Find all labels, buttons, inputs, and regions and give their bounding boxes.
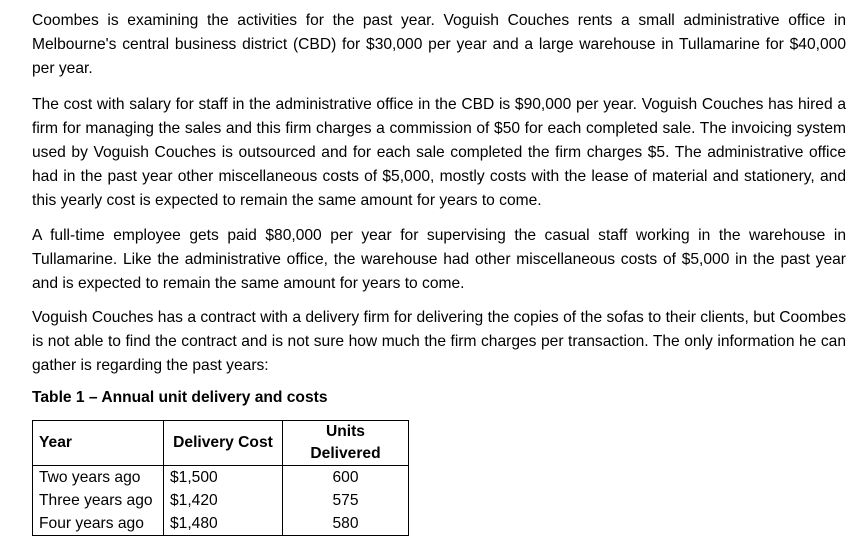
cell-year: Four years ago	[33, 512, 164, 536]
cell-year: Two years ago	[33, 466, 164, 490]
cell-units-delivered: 580	[283, 512, 409, 536]
paragraph-office-costs: The cost with salary for staff in the administrative office in the CBD is $90,000 per year. Voguish Couches has hired a firm for managing the sales and this firm charges a commission of $50 for each completed sale. The invoicing system used by Voguish Couches is outsourced and for each sale completed the firm charges $5. The administrative office had in the past year other miscellaneous costs of $5,000, mostly costs with the lease of material and stationery, and this yearly cost is expected to remain the same amount for years to come.	[32, 96, 846, 209]
cell-delivery-cost: $1,420	[164, 489, 283, 512]
table-header-row	[33, 421, 409, 466]
cell-year: Three years ago	[33, 489, 164, 512]
cell-delivery-cost: $1,480	[164, 512, 283, 536]
table-row	[33, 466, 409, 490]
cell-units-delivered: 600	[283, 466, 409, 490]
cell-units-delivered: 575	[283, 489, 409, 512]
paragraph-warehouse-costs: A full-time employee gets paid $80,000 per year for supervising the casual staff working in the warehouse in Tullamarine. Like the administrative office, the warehouse had other miscellaneous costs of $5,000 in the past year and is expected to remain the same amount for years to come.	[32, 227, 846, 292]
cell-delivery-cost: $1,500	[164, 466, 283, 490]
paragraph-office-rent: Coombes is examining the activities for the past year. Voguish Couches rents a small administrative office in Melbourne's central business district (CBD) for $30,000 per year and a large warehouse in Tullamarine for $40,000 per year.	[32, 12, 846, 77]
table-title: Table 1 – Annual unit delivery and costs	[32, 389, 328, 406]
table-row	[33, 512, 409, 536]
header-year: Year	[33, 421, 164, 466]
header-delivery-cost: Delivery Cost	[164, 421, 283, 466]
paragraph-delivery-contract: Voguish Couches has a contract with a delivery firm for delivering the copies of the sofas to their clients, but Coombes is not able to find the contract and is not sure how much the firm charges per transaction. The only information he can gather is regarding the past years:	[32, 309, 846, 374]
table-row	[33, 489, 409, 512]
header-units-delivered: Units Delivered	[283, 421, 409, 466]
delivery-costs-table	[32, 420, 409, 536]
